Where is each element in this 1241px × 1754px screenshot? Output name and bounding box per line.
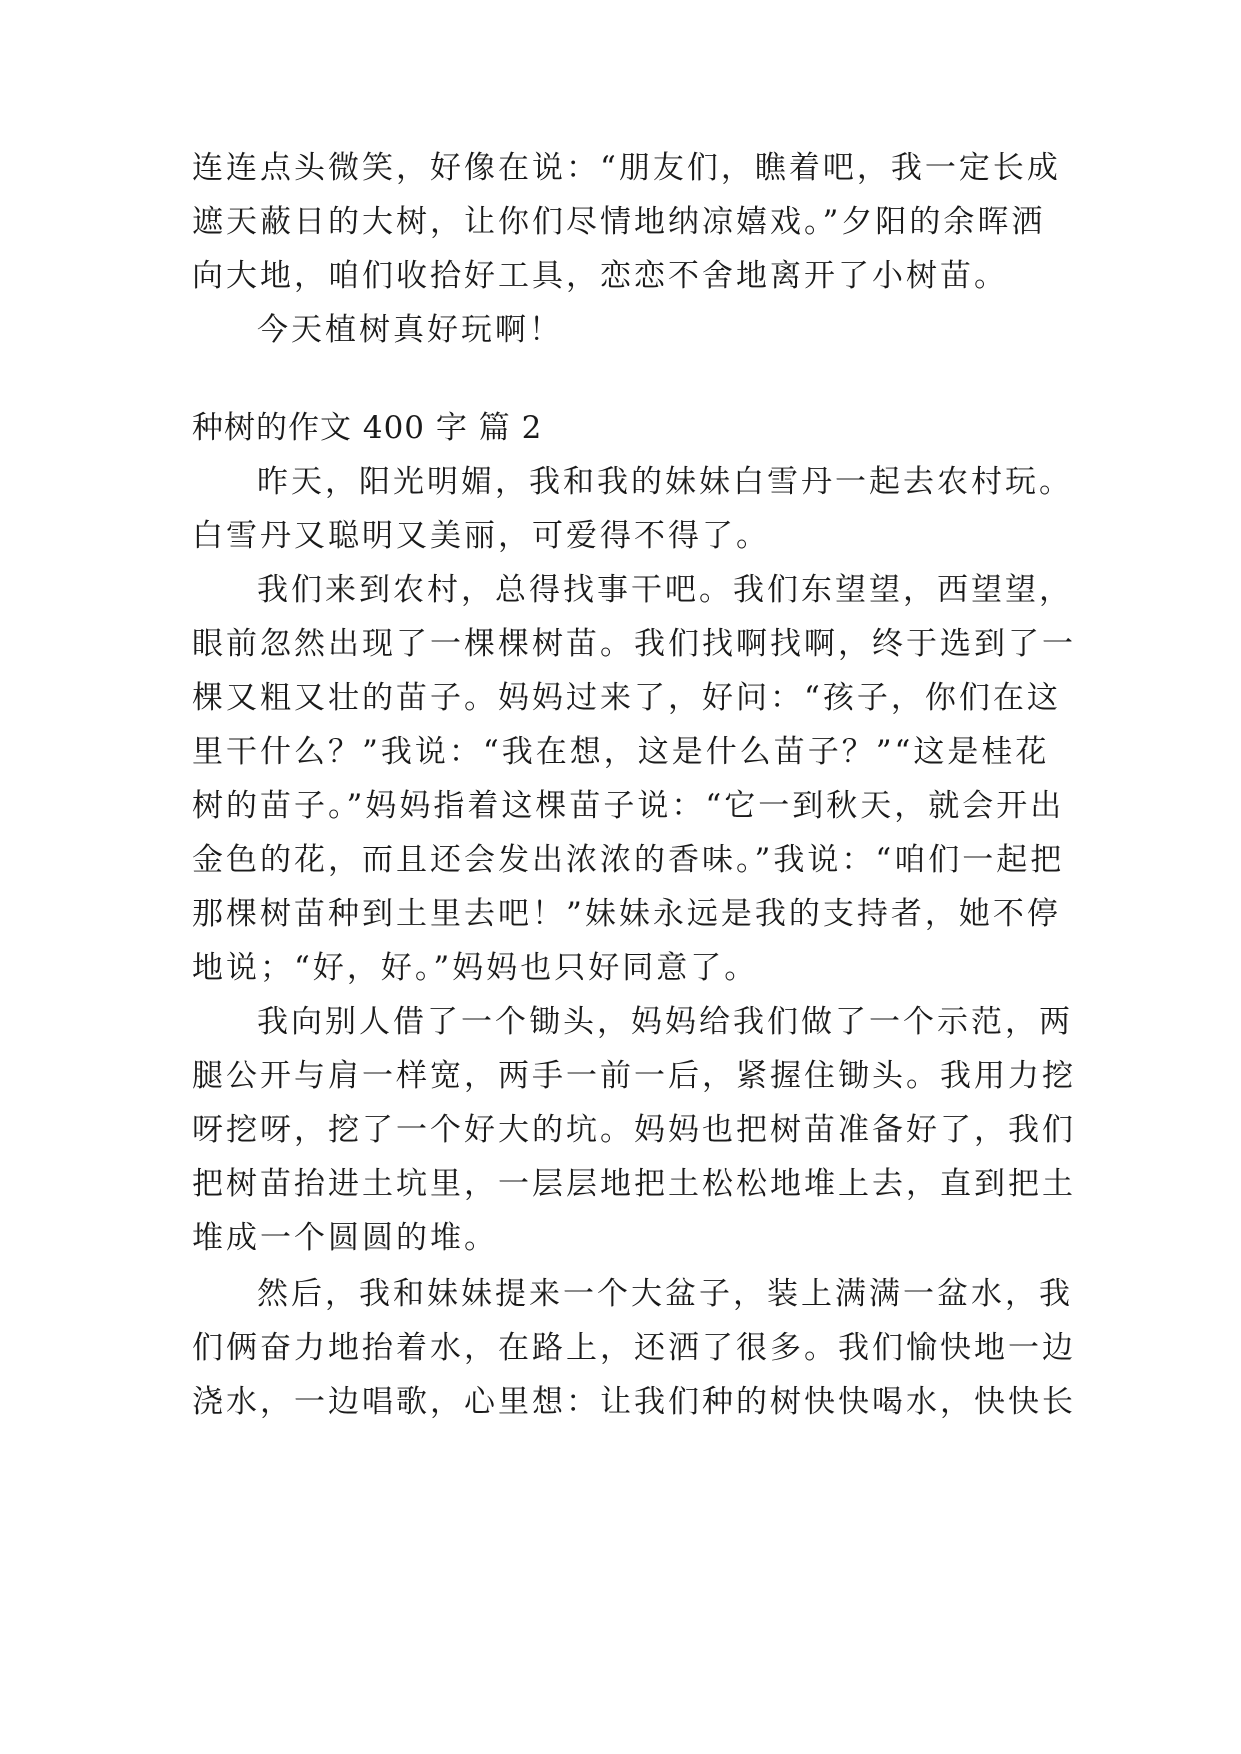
text-line: 遮天蔽日的大树，让你们尽情地纳凉嬉戏。”夕阳的余晖洒 xyxy=(192,204,1046,240)
text-line: 昨天，阳光明媚，我和我的妹妹白雪丹一起去农村玩。 xyxy=(257,464,1073,500)
text-line: 树的苗子。”妈妈指着这棵苗子说：“它一到秋天，就会开出 xyxy=(192,788,1065,824)
text-line: 向大地，咱们收拾好工具，恋恋不舍地离开了小树苗。 xyxy=(192,258,1008,294)
text-line: 里干什么？”我说：“我在想，这是什么苗子？”“这是桂花 xyxy=(192,734,1050,770)
text-line: 白雪丹又聪明又美丽，可爱得不得了。 xyxy=(192,518,770,554)
text-line: 堆成一个圆圆的堆。 xyxy=(192,1220,498,1256)
section-heading: 种树的作文 400 字 篇 2 xyxy=(192,410,543,446)
text-line: 棵又粗又壮的苗子。妈妈过来了，好问：“孩子，你们在这 xyxy=(192,680,1061,716)
text-line: 金色的花，而且还会发出浓浓的香味。”我说：“咱们一起把 xyxy=(192,842,1065,878)
text-line: 把树苗抬进土坑里，一层层地把土松松地堆上去，直到把土 xyxy=(192,1166,1076,1202)
text-line: 然后，我和妹妹提来一个大盆子，装上满满一盆水，我 xyxy=(257,1276,1073,1312)
text-line: 眼前忽然出现了一棵棵树苗。我们找啊找啊，终于选到了一 xyxy=(192,626,1076,662)
text-line: 那棵树苗种到土里去吧！”妹妹永远是我的支持者，她不停 xyxy=(192,896,1061,932)
text-line: 地说；“好，好。”妈妈也只好同意了。 xyxy=(192,950,759,986)
text-line: 呀挖呀，挖了一个好大的坑。妈妈也把树苗准备好了，我们 xyxy=(192,1112,1076,1148)
text-line: 我向别人借了一个锄头，妈妈给我们做了一个示范，两 xyxy=(257,1004,1073,1040)
text-line: 我们来到农村，总得找事干吧。我们东望望，西望望， xyxy=(257,572,1073,608)
text-line: 今天植树真好玩啊！ xyxy=(257,312,563,348)
text-line: 连连点头微笑，好像在说：“朋友们，瞧着吧，我一定长成 xyxy=(192,150,1061,186)
text-line: 腿公开与肩一样宽，两手一前一后，紧握住锄头。我用力挖 xyxy=(192,1058,1076,1094)
text-line: 浇水，一边唱歌，心里想：让我们种的树快快喝水，快快长 xyxy=(192,1384,1076,1420)
text-line: 们俩奋力地抬着水，在路上，还洒了很多。我们愉快地一边 xyxy=(192,1330,1076,1366)
